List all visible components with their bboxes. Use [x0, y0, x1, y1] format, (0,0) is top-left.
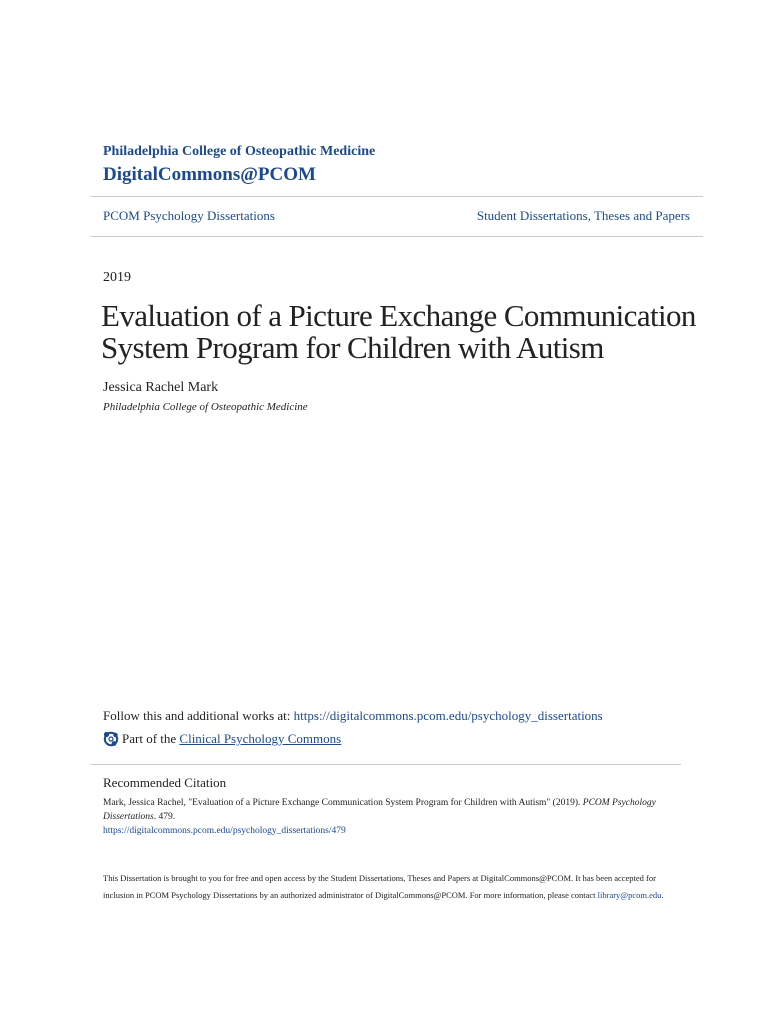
- paper-title: Evaluation of a Picture Exchange Communication System Program for Children with Autism: [101, 298, 696, 365]
- citation-journal: PCOM Psychology Dissertations: [103, 798, 656, 822]
- network-icon: [103, 731, 119, 747]
- part-of-label: Part of the: [122, 731, 177, 746]
- part-of-line: [103, 731, 341, 747]
- top-divider: [91, 196, 703, 197]
- repository-name[interactable]: DigitalCommons@PCOM: [103, 164, 316, 185]
- citation-number: . 479.: [153, 812, 176, 822]
- author-affiliation: Philadelphia College of Osteopathic Medicine: [103, 401, 308, 413]
- follow-label: Follow this and additional works at:: [103, 708, 294, 723]
- follow-line: [103, 708, 603, 724]
- follow-url-link[interactable]: https://digitalcommons.pcom.edu/psychology_dissertations: [293, 708, 603, 723]
- clinical-psychology-commons-link[interactable]: Clinical Psychology Commons: [179, 731, 342, 746]
- author-name: Jessica Rachel Mark: [103, 380, 219, 395]
- citation-prefix: Mark, Jessica Rachel, "Evaluation of a Picture Exchange Communication System Program for Children with Autism" (2019).: [103, 798, 583, 808]
- citation-divider: [91, 764, 681, 765]
- header-divider: [91, 236, 703, 237]
- notice-text: This Dissertation is brought to you for free and open access by the Student Dissertations, Theses and Papers at DigitalCommons@PCOM. It has been accepted for inclusion in PCOM Psychology Dissertations by an authorized administrator of DigitalCommons@PCOM. For more information, please contact: [103, 873, 656, 900]
- contact-email-link[interactable]: library@pcom.edu: [597, 890, 662, 900]
- collection-link[interactable]: PCOM Psychology Dissertations: [103, 208, 275, 223]
- citation-text: [103, 796, 683, 838]
- series-link[interactable]: Student Dissertations, Theses and Papers: [476, 208, 690, 223]
- notice-end: .: [661, 890, 664, 900]
- access-notice: [103, 870, 683, 904]
- citation-url-link[interactable]: https://digitalcommons.pcom.edu/psychology_dissertations/479: [103, 826, 346, 836]
- institution-name: Philadelphia College of Osteopathic Medicine: [103, 144, 376, 159]
- citation-heading: Recommended Citation: [103, 775, 227, 790]
- publication-year: 2019: [103, 270, 131, 285]
